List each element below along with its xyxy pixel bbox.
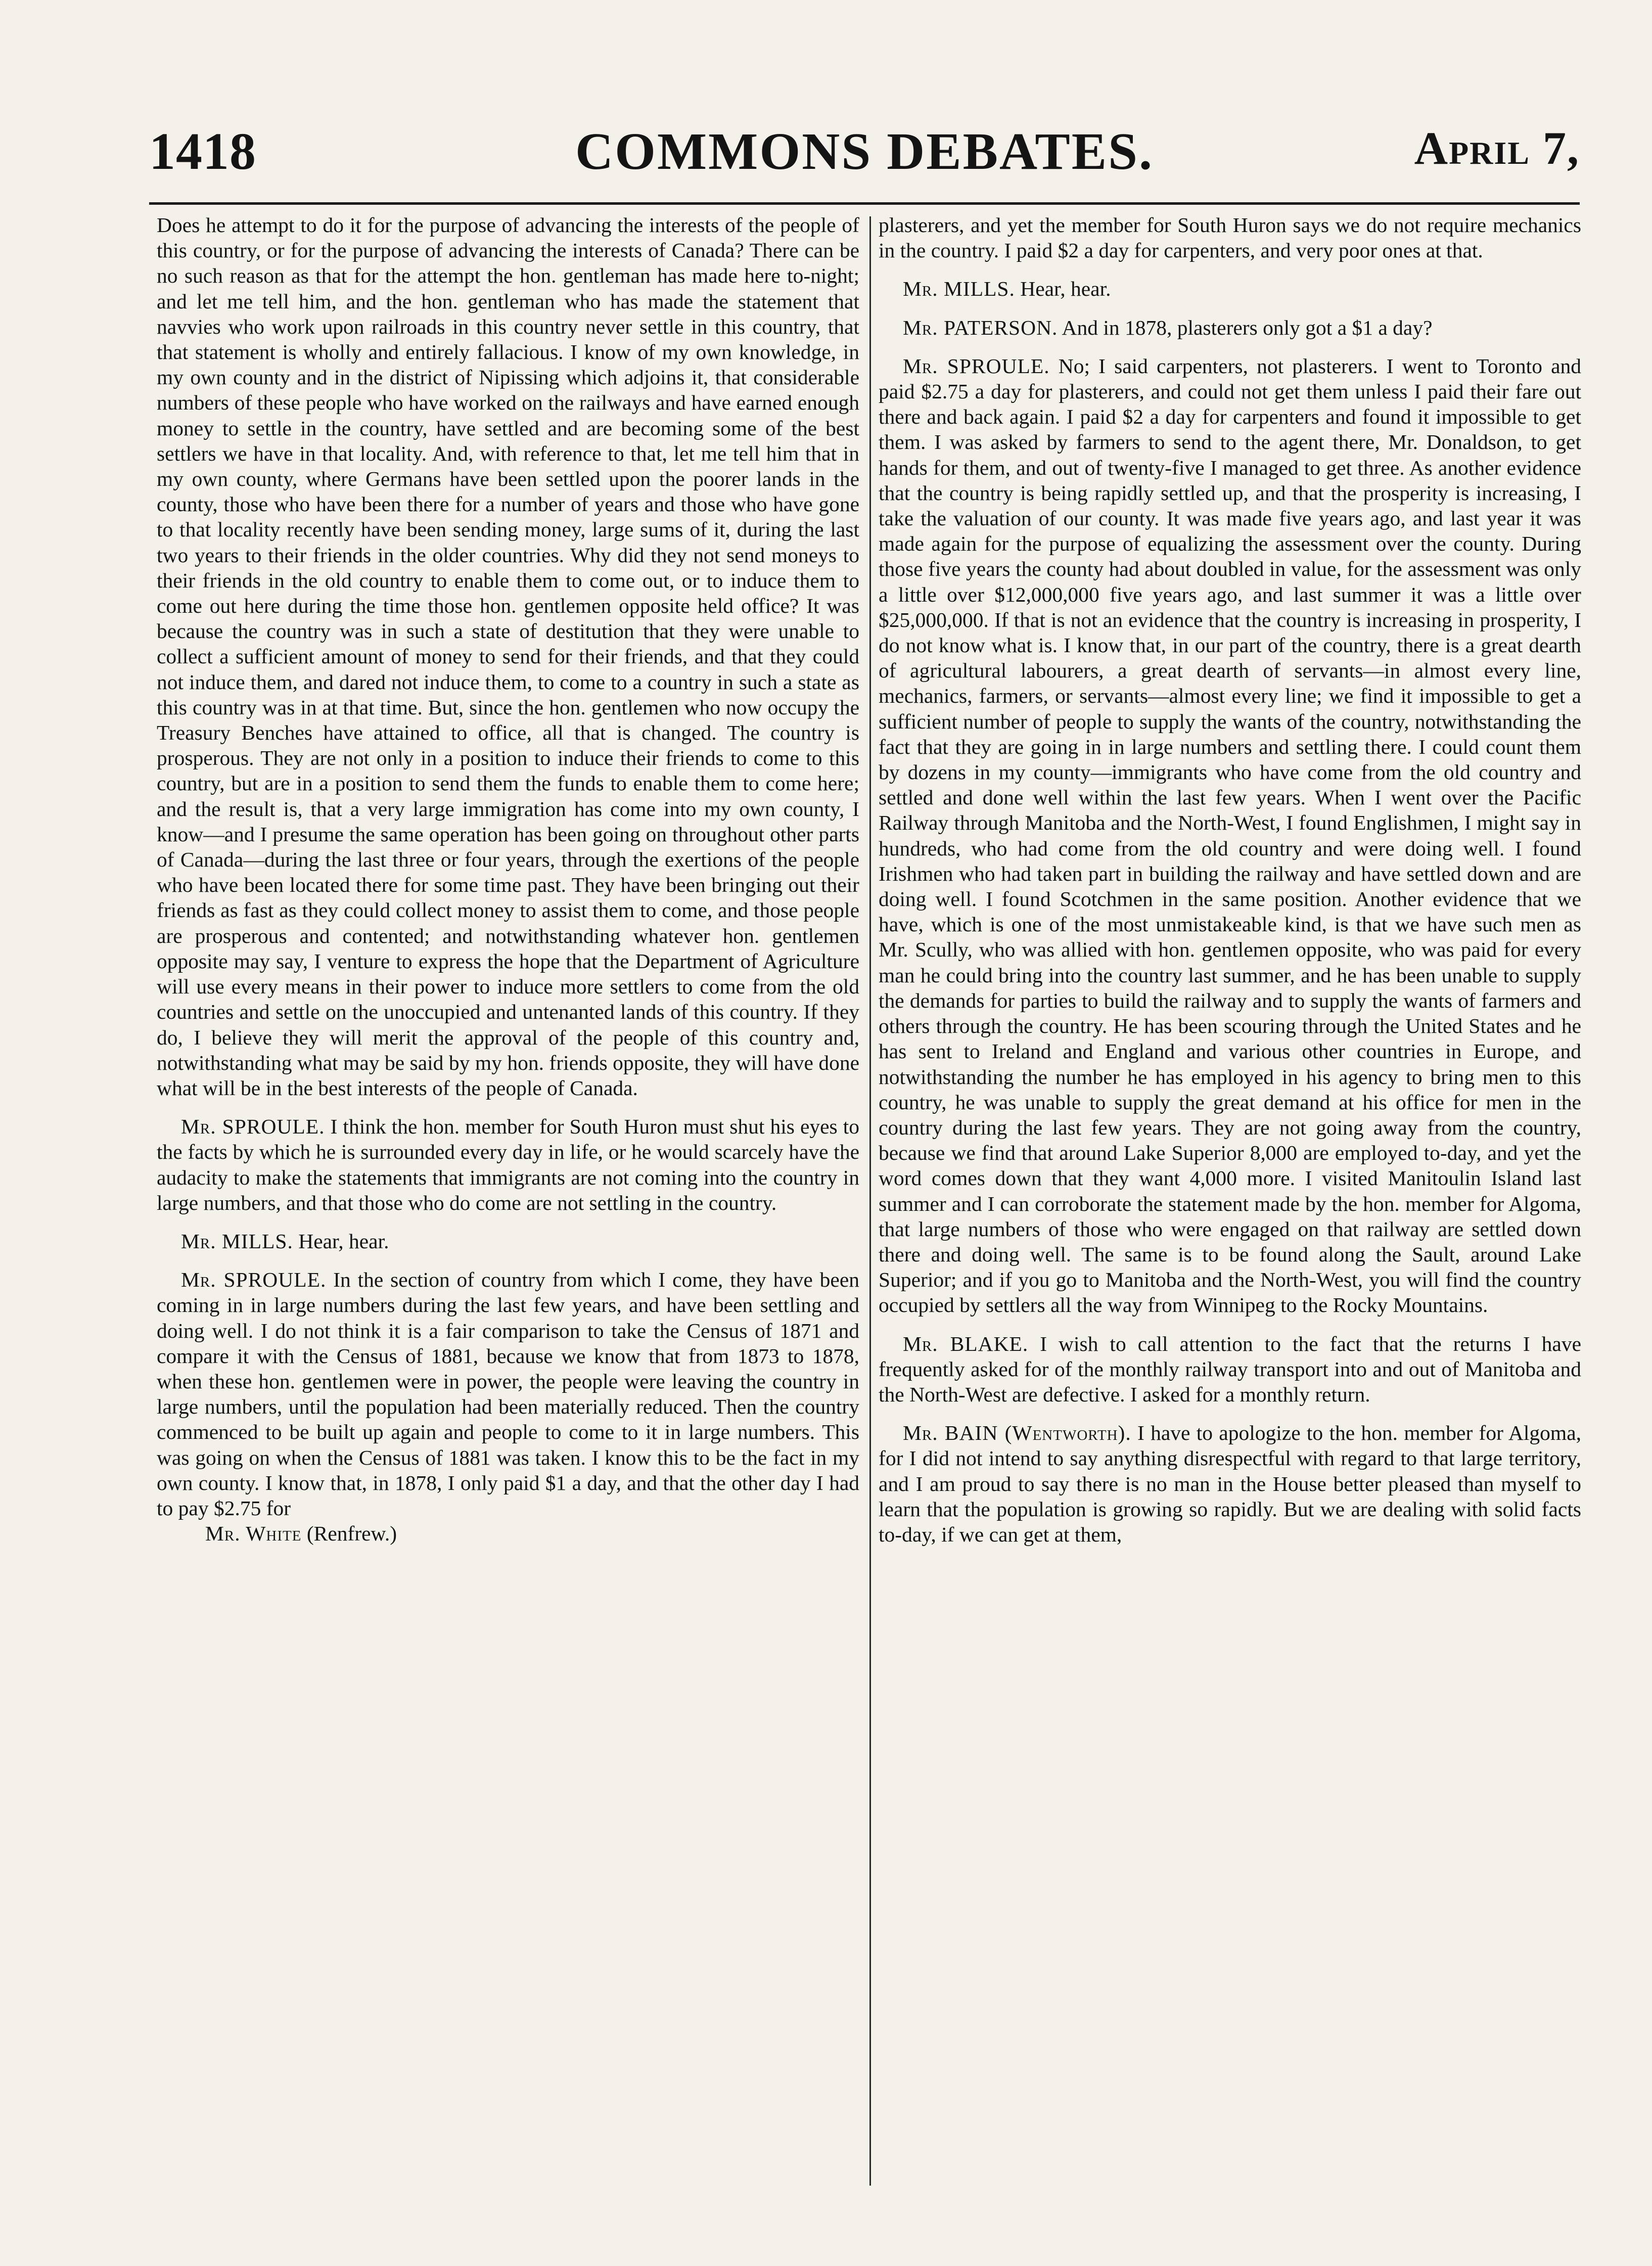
column-divider (869, 216, 871, 2186)
paragraph-text: Hear, hear. (1020, 277, 1111, 301)
paragraph-text: Does he attempt to do it for the purpose of advancing the interests of the people of this country, or for the purpose of advancing the interests of Canada? There can be no such reason as that for the attempt the hon. gentleman has made here to-night; and let me tell him, and the hon. gentleman who has made the statement that navvies who work upon railroads in this country never settle in this country, that that statement is wholly and entirely fallacious. I know of my own knowledge, in my own county and in the district of Nipissing which adjoins it, that considerable numbers of these people who have worked on the railways and have earned enough money to settle in the country, have settled and are becoming some of the best settlers we have in that locality. And, with reference to that, let me tell him that in my own county, where Germans have been settled upon the poorer lands in the county, those who have been there for a number of years and those who have gone to that locality recently have been sending money, large sums of it, during the last two years to their friends in the older countries. Why did they not send moneys to their friends in the old country to enable them to come out, or to induce them to come out here during the time those hon. gentlemen opposite held office? It was because the country was in such a state of destitution that they were unable to collect a sufficient amount of money to send for their friends, and that they could not induce them, and dared not induce them, to come to a country in such a state as this country was in at that time. But, since the hon. gentlemen who now occupy the Treasury Benches have attained to office, all that is changed. The country is prosperous. They are not only in a position to induce their friends to come to this country, but are in a position to send them the funds to enable them to come here; and the result is, that a very large immigration has come into my own county, I know—and I presume the same operation has been going on throughout other parts of Canada—during the last three or four years, through the exertions of the people who have been located there for some time past. They have been bringing out their friends as fast as they could collect money to assist them to come, and those people are prosperous and contented; and notwithstanding whatever hon. gentlemen opposite may say, I venture to express the hope that the Department of Agriculture will use every means in their power to induce more settlers to come from the old countries and settle on the unoccupied and untenanted lands of this country. If they do, I believe they will merit the approval of the people of this country and, notwithstanding what may be said by my hon. friends opposite, they will have done what will be in the best interests of the people of Canada. (157, 213, 859, 1100)
paragraph (879, 1331, 1581, 1408)
paragraph-text: In the section of country from which I come, they have been coming in in large numbers during the last few years, and have been settling and doing well. I do not think it is a fair comparison to take the Census of 1871 and compare it with the Census of 1881, because we know that from 1873 to 1878, when these hon. gentlemen were in power, the people were leaving the country in large numbers, until the population had been materially reduced. Then the country commenced to be built up again and people to come to it in large numbers. This was going on when the Census of 1881 was taken. I know this to be the fact in my own county. I know that, in 1878, I only paid $1 a day, and that the other day I had to pay $2.75 for (157, 1268, 859, 1520)
speaker-name: Mr. BLAKE. (903, 1332, 1029, 1355)
paragraph-text: plasterers, and yet the member for South Huron says we do not require mechanics in the country. I paid $2 a day for carpenters, and very poor ones at that. (879, 213, 1581, 262)
paragraph (879, 353, 1581, 1318)
right-column (879, 212, 1581, 1547)
page-date: April 7, (1414, 122, 1580, 174)
speaker-name: Mr. MILLS. (903, 277, 1015, 301)
paragraph (157, 212, 859, 1101)
paragraph (879, 212, 1581, 263)
speaker-name: Mr. SPROULE. (181, 1115, 325, 1139)
paragraph (879, 276, 1581, 301)
speaker-name: Mr. SPROULE. (181, 1268, 327, 1292)
speaker-name: Mr. PATERSON. (903, 315, 1058, 339)
speaker-name: Mr. SPROULE. (903, 354, 1050, 378)
page-number: 1418 (149, 122, 256, 180)
speaker-name: Mr. MILLS. (181, 1229, 293, 1253)
page-footnote (157, 1521, 859, 1546)
paragraph-text: I wish to call attention to the fact that the returns I have frequently asked for of the monthly railway transport into and out of Manitoba and the North-West are defective. I asked for a monthly return. (879, 1332, 1581, 1406)
paragraph (157, 1229, 859, 1254)
paragraph (157, 1267, 859, 1521)
paragraph (879, 1420, 1581, 1547)
speaker-name: Mr. BAIN (Wentworth). (903, 1421, 1131, 1445)
paragraph-text: No; I said carpenters, not plasterers. I went to Toronto and paid $2.75 a day for plasterers, and could not get them unless I paid their fare out there and back again. I paid $2 a day for carpenters and found it impossible to get them. I was asked by farmers to send to the agent there, Mr. Donaldson, to get hands for them, and out of twenty-five I managed to get three. As another evidence that the country is being rapidly settled up, and that the prosperity is increasing, I take the valuation of our county. It was made five years ago, and last year it was made again for the purpose of equalizing the assessment over the county. During those five years the county had about doubled in value, for the assessment was only a little over $12,000,000 five years ago, and last summer it was a little over $25,000,000. If that is not an evidence that the country is increasing in prosperity, I do not know what is. I know that, in our part of the country, there is a great dearth of agricultural labourers, a great dearth of servants—in almost every line, mechanics, farmers, or servants—almost every line; we find it impossible to get a sufficient number of people to supply the wants of the country, notwithstanding the fact that they are going in in large numbers and settling there. I could count them by dozens in my county—immigrants who have come from the old country and settled and done well within the last few years. When I went over the Pacific Railway through Manitoba and the North-West, I found Englishmen, I might say in hundreds, who had come from the old country and were doing well. I found Irishmen who had taken part in building the railway and have settled down and are doing well. I found Scotchmen in the same position. Another evidence that we have, which is one of the most unmistakeable kind, is that we have such men as Mr. Scully, who was allied with hon. gentlemen opposite, who was paid for every man he could bring into the country last summer, and he has been unable to supply the demands for parties to build the railway and to supply the wants of farmers and others through the country. He has been scouring through the United States and he has sent to Ireland and England and various other countries in Europe, and notwithstanding the number he has employed in his agency to bring men to this country, he was unable to supply the great demand at his office for men in the country during the last few years. They are not going away from the country, because we find that around Lake Superior 8,000 are employed to-day, and yet the word comes down that they want 4,000 more. I visited Manitoulin Island last summer and I can corroborate the statement made by the hon. member for Algoma, that large numbers of those who were engaged on that railway are settled down there and doing well. The same is to be found along the Sault, around Lake Superior; and if you go to Manitoba and the North-West, you will find the country occupied by settlers all the way from Winnipeg to the Rocky Mountains. (879, 354, 1582, 1317)
paragraph-text: I have to apologize to the hon. member for Algoma, for I did not intend to say anything disrespectful with regard to that large territory, and I am proud to say there is no man in the House better pleased than myself to learn that the population is growing so rapidly. But we are dealing with solid facts to-day, if we can get at them, (879, 1421, 1582, 1546)
paragraph-text: And in 1878, plasterers only got a $1 a day? (1062, 315, 1433, 339)
footnote-riding: (Renfrew.) (306, 1522, 397, 1546)
footnote-name: Mr. White (205, 1522, 302, 1546)
page-title: COMMONS DEBATES. (575, 122, 1154, 180)
page-header (149, 117, 1580, 178)
paragraph-text: Hear, hear. (298, 1229, 389, 1253)
paragraph-text: I think the hon. member for South Huron must shut his eyes to the facts by which he is surrounded every day in life, or he would scarcely have the audacity to make the statements that immigrants are not coming into the country in large numbers, and that those who do come are not settling in the country. (157, 1115, 860, 1214)
paragraph (879, 315, 1581, 340)
left-column (157, 212, 859, 1546)
header-rule (149, 202, 1580, 205)
paragraph (157, 1114, 859, 1215)
